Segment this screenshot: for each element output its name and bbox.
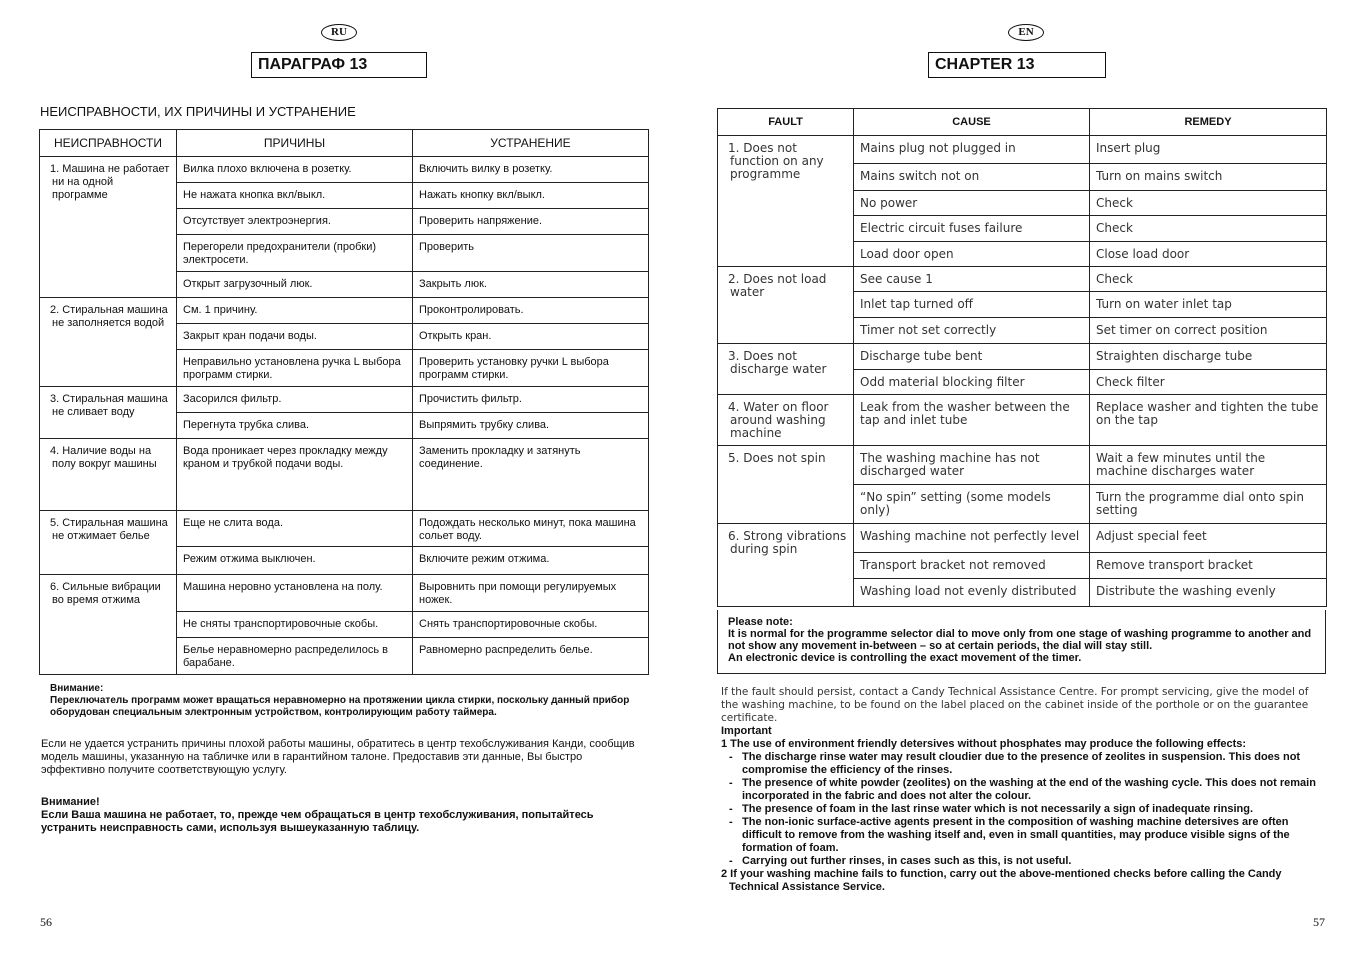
- remedy-cell: Подождать несколько минут, пока машина сольет воду.: [413, 511, 649, 547]
- cause-cell: Load door open: [854, 242, 1090, 267]
- cause-cell: The washing machine has not discharged water: [854, 446, 1090, 485]
- remedy-cell: Проверить: [413, 235, 649, 272]
- cause-cell: Discharge tube bent: [854, 344, 1090, 370]
- bullet-text: Carrying out further rinses, in cases such as this, is not useful.: [742, 855, 1072, 867]
- table-row: [718, 136, 1327, 164]
- remedy-cell: Check: [1090, 216, 1327, 242]
- remedy-cell: Выпрямить трубку слива.: [413, 413, 649, 439]
- cause-cell: Перегорели предохранители (пробки) электросети.: [177, 235, 413, 272]
- cause-cell: См. 1 причину.: [177, 298, 413, 324]
- chapter-title-en: CHAPTER 13: [928, 52, 1106, 78]
- service-paragraph-ru: Если не удается устранить причины плохой работы машины, обратитесь в центр техобслуживания Канди, сообщив модель машины, указанную на табличке или в гарантийном талоне. Предоставив эти данные, Вы быстро эффективно получите соответствующую услугу.: [41, 738, 635, 776]
- table-row: [718, 524, 1327, 553]
- bullet-item: [721, 855, 1326, 868]
- fault-cell: 6. Strong vibrations during spin: [718, 524, 854, 607]
- cause-cell: Засорился фильтр.: [177, 387, 413, 413]
- remedy-cell: Проверить напряжение.: [413, 209, 649, 235]
- cause-cell: Odd material blocking filter: [854, 370, 1090, 395]
- important-title-en: Important: [721, 725, 772, 737]
- bullet-text: The non-ionic surface-active agents present in the composition of washing machine detersives are often difficult to remove from the washing itself and, even in small quantities, may produce visible signs of the formation of foam.: [742, 816, 1290, 854]
- cause-cell: Открыт загрузочный люк.: [177, 272, 413, 298]
- remedy-cell: Straighten discharge tube: [1090, 344, 1327, 370]
- fault-cell: 3. Does not discharge water: [718, 344, 854, 395]
- remedy-cell: Нажать кнопку вкл/выкл.: [413, 183, 649, 209]
- bullet-text: The presence of foam in the last rinse water which is not necessarily a sign of inadequate rinsing.: [742, 803, 1254, 815]
- fault-cell: 2. Does not load water: [718, 267, 854, 344]
- cause-cell: Washing load not evenly distributed: [854, 579, 1090, 607]
- cause-cell: Washing machine not perfectly level: [854, 524, 1090, 553]
- language-badge-en: EN: [1008, 24, 1044, 41]
- remedy-cell: Adjust special feet: [1090, 524, 1327, 553]
- cause-cell: Закрыт кран подачи воды.: [177, 324, 413, 350]
- note-line-en: It is normal for the programme selector dial to move only from one stage of washing programme to another and not show any movement in-between – so at certain periods, the dial will stay still.: [728, 628, 1312, 652]
- cause-cell: See cause 1: [854, 267, 1090, 292]
- table-row: [40, 575, 649, 612]
- note-title-ru: Внимание:: [50, 683, 104, 694]
- fault-cell: 1. Does not function on any programme: [718, 136, 854, 267]
- remedy-cell: Turn on water inlet tap: [1090, 292, 1327, 318]
- important-bullets: [721, 751, 1326, 868]
- language-badge-ru: RU: [321, 24, 357, 41]
- bullet-dash: -: [729, 855, 733, 867]
- cause-cell: Машина неровно установлена на полу.: [177, 575, 413, 612]
- cause-cell: Вода проникает через прокладку между краном и трубкой подачи воды.: [177, 439, 413, 511]
- remedy-cell: Close load door: [1090, 242, 1327, 267]
- cause-cell: Перегнута трубка слива.: [177, 413, 413, 439]
- remedy-cell: Снять транспортировочные скобы.: [413, 612, 649, 638]
- table-row: [40, 439, 649, 511]
- cause-cell: Неправильно установлена ручка L выбора программ стирки.: [177, 350, 413, 387]
- note-text-ru: Переключатель программ может вращаться неравномерно на протяжении цикла стирки, поскольку данный прибор оборудован специальным электронным устройством, контролирующим работу таймера.: [50, 695, 630, 718]
- important-item-2: 2 If your washing machine fails to function, carry out the above-mentioned checks before calling the Candy Technical Assistance Service.: [721, 868, 1282, 893]
- page-number-right: 57: [1313, 915, 1325, 929]
- warning-ru: [41, 796, 646, 835]
- remedy-cell: Replace washer and tighten the tube on the tap: [1090, 395, 1327, 446]
- remedy-cell: Включить вилку в розетку.: [413, 157, 649, 183]
- remedy-cell: Проверить установку ручки L выбора программ стирки.: [413, 350, 649, 387]
- remedy-cell: Distribute the washing evenly: [1090, 579, 1327, 607]
- cause-cell: Отсутствует электроэнергия.: [177, 209, 413, 235]
- column-header: НЕИСПРАВНОСТИ: [40, 130, 177, 157]
- bullet-dash: -: [729, 751, 733, 763]
- fault-cell: 5. Does not spin: [718, 446, 854, 524]
- cause-cell: Transport bracket not removed: [854, 553, 1090, 579]
- remedy-cell: Turn the programme dial onto spin setting: [1090, 485, 1327, 524]
- table-row: [718, 344, 1327, 370]
- cause-cell: Inlet tap turned off: [854, 292, 1090, 318]
- warning-title-ru: Внимание!: [41, 796, 100, 808]
- remedy-cell: Insert plug: [1090, 136, 1327, 164]
- bullet-dash: -: [729, 816, 733, 828]
- note-ru: [50, 683, 640, 719]
- cause-cell: Не сняты транспортировочные скобы.: [177, 612, 413, 638]
- bullet-dash: -: [729, 777, 733, 789]
- cause-cell: Timer not set correctly: [854, 318, 1090, 344]
- fault-cell: 5. Стиральная машина не отжимает белье: [40, 511, 177, 575]
- remedy-cell: Включите режим отжима.: [413, 547, 649, 575]
- remedy-cell: Проконтролировать.: [413, 298, 649, 324]
- service-paragraph-en: If the fault should persist, contact a Candy Technical Assistance Centre. For prompt servicing, give the model of the washing machine, to be found on the label placed on the cabinet inside of the porthole or on the guarantee certificate.: [721, 686, 1309, 724]
- remedy-cell: Прочистить фильтр.: [413, 387, 649, 413]
- cause-cell: Mains switch not on: [854, 164, 1090, 191]
- remedy-cell: Заменить прокладку и затянуть соединение.: [413, 439, 649, 511]
- fault-cell: 4. Наличие воды на полу вокруг машины: [40, 439, 177, 511]
- cause-cell: Белье неравномерно распределилось в барабане.: [177, 638, 413, 675]
- note-line-en: An electronic device is controlling the exact movement of the timer.: [728, 652, 1082, 664]
- cause-cell: Еще не слита вода.: [177, 511, 413, 547]
- warning-text-ru: Если Ваша машина не работает, то, прежде чем обращаться в центр техобслуживания, попытайтесь устранить неисправность сами, используя вышеуказанную таблицу.: [41, 809, 594, 834]
- table-row: [40, 157, 649, 183]
- remedy-cell: Выровнить при помощи регулируемых ножек.: [413, 575, 649, 612]
- remedy-cell: Check: [1090, 191, 1327, 216]
- cause-cell: Mains plug not plugged in: [854, 136, 1090, 164]
- cause-cell: No power: [854, 191, 1090, 216]
- remedy-cell: Wait a few minutes until the machine discharges water: [1090, 446, 1327, 485]
- troubleshooting-table-en: [717, 108, 1327, 607]
- bullet-item: [721, 777, 1326, 803]
- cause-cell: Режим отжима выключен.: [177, 547, 413, 575]
- table-row: [40, 387, 649, 413]
- cause-cell: Вилка плохо включена в розетку.: [177, 157, 413, 183]
- fault-cell: 4. Water on floor around washing machine: [718, 395, 854, 446]
- table-row: [718, 267, 1327, 292]
- table-row: [718, 446, 1327, 485]
- remedy-cell: Равномерно распределить белье.: [413, 638, 649, 675]
- column-header: REMEDY: [1090, 109, 1327, 136]
- troubleshooting-table-ru: [39, 129, 649, 675]
- section-heading-ru: НЕИСПРАВНОСТИ, ИХ ПРИЧИНЫ И УСТРАНЕНИЕ: [40, 104, 356, 119]
- cause-cell: Electric circuit fuses failure: [854, 216, 1090, 242]
- fault-cell: 2. Стиральная машина не заполняется водой: [40, 298, 177, 387]
- remedy-cell: Set timer on correct position: [1090, 318, 1327, 344]
- cause-cell: “No spin” setting (some models only): [854, 485, 1090, 524]
- remedy-cell: Check filter: [1090, 370, 1327, 395]
- service-section-en: [721, 686, 1326, 894]
- table-row: [718, 395, 1327, 446]
- note-title-en: Please note:: [728, 616, 793, 628]
- bullet-item: [721, 803, 1326, 816]
- page-number-left: 56: [40, 915, 52, 929]
- remedy-cell: Открыть кран.: [413, 324, 649, 350]
- fault-cell: 1. Машина не работает ни на одной программе: [40, 157, 177, 298]
- important-item-1: 1 The use of environment friendly detersives without phosphates may produce the following effects:: [721, 738, 1247, 750]
- column-header: CAUSE: [854, 109, 1090, 136]
- column-header: FAULT: [718, 109, 854, 136]
- bullet-dash: -: [729, 803, 733, 815]
- remedy-cell: Check: [1090, 267, 1327, 292]
- table-row: [40, 298, 649, 324]
- chapter-title-ru: ПАРАГРАФ 13: [251, 52, 427, 78]
- bullet-item: [721, 816, 1326, 855]
- remedy-cell: Remove transport bracket: [1090, 553, 1327, 579]
- remedy-cell: Turn on mains switch: [1090, 164, 1327, 191]
- column-header: УСТРАНЕНИЕ: [413, 130, 649, 157]
- remedy-cell: Закрыть люк.: [413, 272, 649, 298]
- bullet-item: [721, 751, 1326, 777]
- cause-cell: Не нажата кнопка вкл/выкл.: [177, 183, 413, 209]
- cause-cell: Leak from the washer between the tap and inlet tube: [854, 395, 1090, 446]
- bullet-text: The presence of white powder (zeolites) on the washing at the end of the washing cycle. This does not remain incorporated in the fabric and does not alter the colour.: [742, 777, 1316, 802]
- column-header: ПРИЧИНЫ: [177, 130, 413, 157]
- table-row: [40, 511, 649, 547]
- note-en: [717, 610, 1326, 674]
- fault-cell: 3. Стиральная машина не сливает воду: [40, 387, 177, 439]
- bullet-text: The discharge rinse water may result cloudier due to the presence of zeolites in suspension. This does not compromise the efficiency of the rinses.: [742, 751, 1301, 776]
- fault-cell: 6. Сильные вибрации во время отжима: [40, 575, 177, 675]
